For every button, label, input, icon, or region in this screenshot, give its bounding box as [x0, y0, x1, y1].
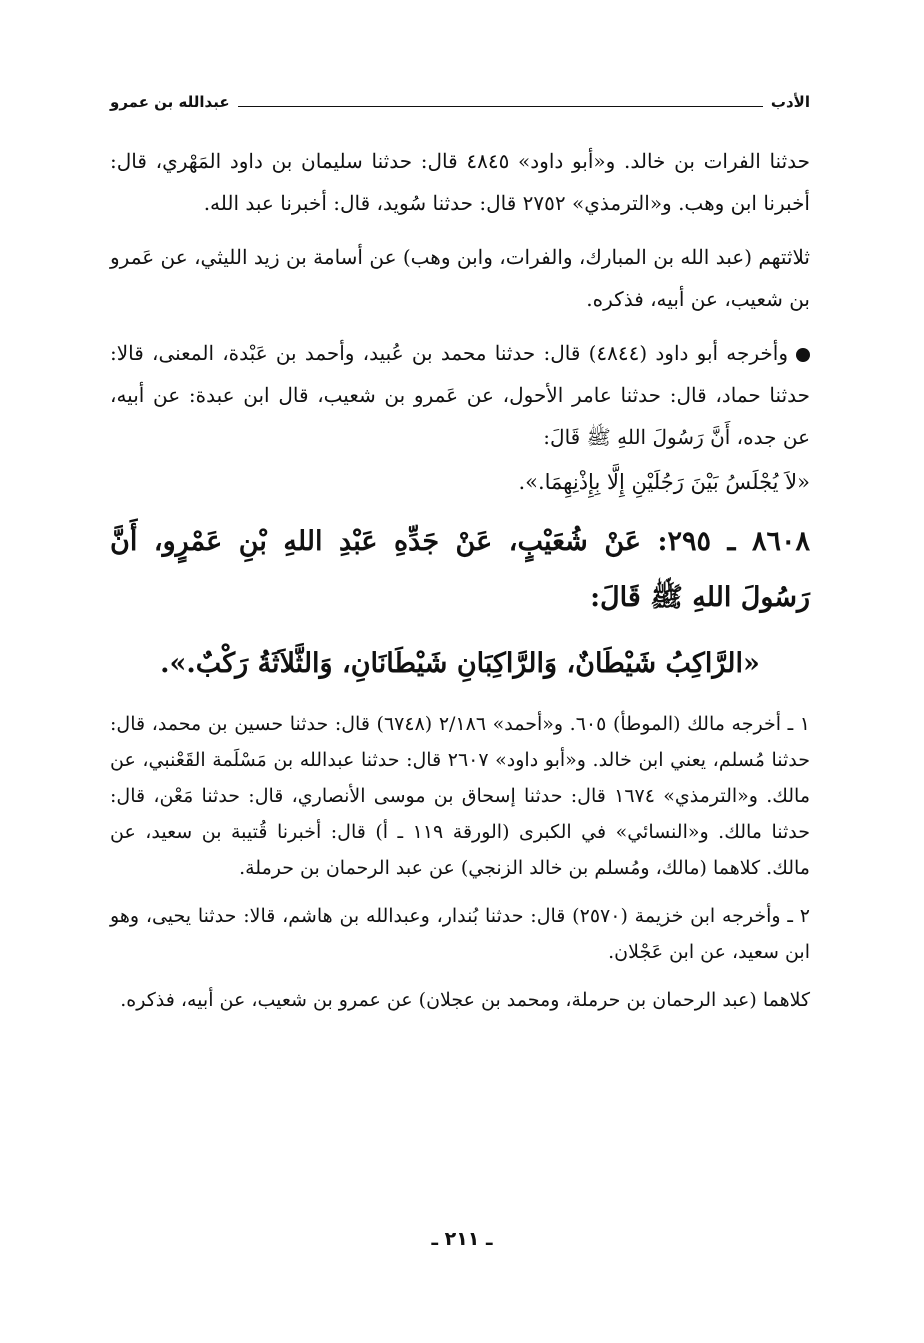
footnote-2: ٢ ـ وأخرجه ابن خزيمة (٢٥٧٠) قال: حدثنا بُندار، وعبدالله بن هاشم، قالا: حدثنا يحيى، وهو ابن سعيد، عن ابن عَجْلان.	[110, 905, 811, 963]
paragraph-chain-1: حدثنا الفرات بن خالد. و«أبو داود» ٤٨٤٥ قال: حدثنا سليمان بن داود المَهْري، قال: أخبرنا ابن وهب. و«الترمذي» ٢٧٥٢ قال: حدثنا سُويد، قال: أخبرنا عبد الله.	[110, 149, 810, 215]
page-number: ـ ٢١١ ـ	[431, 1228, 493, 1250]
header-companion-name: عبدالله بن عمرو	[110, 93, 230, 111]
footnote-1: ١ ـ أخرجه مالك (الموطأ) ٦٠٥. و«أحمد» ٢/١٨٦ (٦٧٤٨) قال: حدثنا حسين بن محمد، قال: حدثنا مُسلم، يعني ابن خالد. و«أبو داود» ٢٦٠٧ قال: حدثنا عبدالله بن مَسْلَمة القَعْنبي، عن مالك. و«الترمذي» ١٦٧٤ قال: حدثنا إسحاق بن موسى الأنصاري، قال: حدثنا مَعْن، قال: حدثنا مالك. و«النسائي» في الكبرى (الورقة ١١٩ ـ أ) قال: أخبرنا قُتيبة بن سعيد، عن مالك. كلاهما (مالك، ومُسلم بن خالد الزنجي) عن عبد الرحمان بن حرملة.	[110, 713, 811, 879]
bullet-icon	[796, 348, 810, 362]
running-header	[110, 88, 810, 110]
header-rule	[238, 106, 763, 107]
hadith-quote: «لاَ يُجْلَسُ بَيْنَ رَجُلَيْنِ إِلَّا بِإِذْنِهِمَا.».	[518, 470, 810, 494]
paragraph-chain-2: ثلاثتهم (عبد الله بن المبارك، والفرات، وابن وهب) عن أسامة بن زيد الليثي، عن عَمرو بن شعيب، عن أبيه، فذكره.	[110, 245, 810, 311]
main-hadith-text: ٨٦٠٨ ـ ٢٩٥: عَنْ شُعَيْبٍ، عَنْ جَدِّهِ عَبْدِ اللهِ بْنِ عَمْرٍو، أَنَّ رَسُولَ اللهِ ﷺ قَالَ:	[110, 526, 810, 613]
paragraph-chain-3-text: وأخرجه أبو داود (٤٨٤٤) قال: حدثنا محمد بن عُبيد، وأحمد بن عَبْدة، المعنى، قالا: حدثنا حماد، قال: حدثنا عامر الأحول، عن عَمرو بن شعيب، قال ابن عبدة: عن أبيه، عن جده، أَنَّ رَسُولَ اللهِ ﷺ قَالَ:	[110, 341, 810, 449]
paragraph-chain-3	[110, 332, 810, 458]
main-hadith-quote: «الرَّاكِبُ شَيْطَانٌ، وَالرَّاكِبَانِ شَيْطَانَانِ، وَالثَّلاَثَةُ رَكْبٌ.».	[160, 648, 760, 679]
footnote-3: كلاهما (عبد الرحمان بن حرملة، ومحمد بن عجلان) عن عمرو بن شعيب، عن أبيه، فذكره.	[120, 989, 810, 1011]
header-chapter-title: الأدب	[770, 93, 810, 111]
page-body	[110, 88, 810, 1018]
